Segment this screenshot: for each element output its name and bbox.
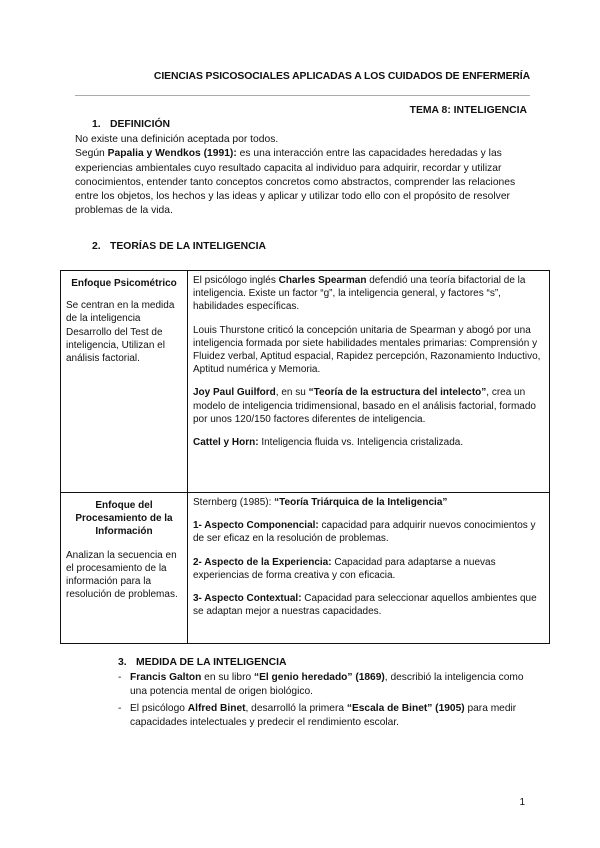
definition-intro: Según xyxy=(75,148,108,160)
galton-mid: en su libro xyxy=(201,672,254,683)
galton-book: “El genio heredado” (1869) xyxy=(254,672,385,683)
cattel-horn-text: Inteligencia fluida vs. Inteligencia cristalizada. xyxy=(258,437,464,449)
section-2-title: TEORÍAS DE LA INTELIGENCIA xyxy=(110,241,267,252)
guilford-name: Joy Paul Guilford xyxy=(193,387,276,399)
table-row xyxy=(61,271,550,493)
section-2-number: 2. xyxy=(92,241,101,252)
cattel-horn-paragraph xyxy=(193,436,544,449)
aspect-experience xyxy=(193,556,544,582)
sternberg-pre: Sternberg (1985): xyxy=(193,497,275,508)
section-1-number: 1. xyxy=(92,119,101,130)
section-1-body xyxy=(75,133,535,219)
course-title: CIENCIAS PSICOSOCIALES APLICADAS A LOS CUIDADOS DE ENFERMERÍA xyxy=(153,71,530,82)
aspect-3-text: Capacidad para seleccionar aquellos ambientes que se adaptan mejor a nuestras capacidades. xyxy=(193,593,537,618)
binet-book: “Escala de Binet” (1905) xyxy=(346,703,465,714)
aspect-2-text: Capacidad para adaptarse a nuevas experiencias de forma creativa y con eficacia. xyxy=(193,556,496,581)
binet-mid: , desarrolló la primera xyxy=(245,703,347,714)
list-item xyxy=(118,671,528,699)
aspect-2-label: 2- Aspecto de la Experiencia: xyxy=(193,556,332,568)
galton-text: , describió la inteligencia como una potencia mental de origen biológico. xyxy=(130,672,524,697)
header-divider xyxy=(75,95,530,96)
guilford-mid: , en su xyxy=(275,387,309,399)
spearman-paragraph xyxy=(193,274,544,314)
spearman-name: Charles Spearman xyxy=(278,275,367,286)
aspect-3-label: 3- Aspecto Contextual: xyxy=(193,593,302,605)
processing-heading: Enfoque del Procesamiento de la Información xyxy=(75,500,173,538)
guilford-text: , crea un modelo de inteligencia tridimensional, basado en el análisis factorial, formado por unos 120/150 factores diferentes de inteligencia. xyxy=(193,387,536,425)
list-dash: - xyxy=(118,703,122,714)
measure-list xyxy=(118,671,528,733)
thurstone-paragraph: Louis Thurstone criticó la concepción unitaria de Spearman y abogó por una inteligencia formada por siete habilidades mentales primarias: Comprensión y Fluidez verbal, Aptitud espacial, Rapidez percepción, Razonamiento Inductivo, Aptitud numérica y Memoria. xyxy=(193,324,541,376)
list-dash: - xyxy=(118,672,122,683)
section-1-heading xyxy=(92,119,170,130)
definition-paragraph xyxy=(75,147,535,218)
guilford-theory: “Teoría de la estructura del intelecto” xyxy=(308,387,487,399)
psychometric-right-cell xyxy=(188,271,550,493)
psychometric-description: Se centran en la medida de la inteligencia Desarrollo del Test de inteligencia, Utilizan el análisis factorial. xyxy=(66,300,175,365)
binet-text: para medir capacidades intelectuales y predecir el rendimiento escolar. xyxy=(130,703,517,728)
processing-right-cell xyxy=(188,493,550,644)
binet-name: Alfred Binet xyxy=(187,703,246,714)
aspect-contextual xyxy=(193,592,544,618)
section-3-heading xyxy=(118,657,286,668)
processing-left-cell xyxy=(61,493,188,644)
binet-pre: El psicólogo xyxy=(130,703,188,714)
list-item xyxy=(118,702,528,730)
topic-title: TEMA 8: INTELIGENCIA xyxy=(409,105,527,116)
definition-text: es una interacción entre las capacidades heredadas y las experiencias ambientales cuyo resultado capacita al individuo para adquirir, recordar y utilizar conocimientos, entender tanto conceptos concretos como abstractos, comprender las relaciones entre los objetos, los hechos y las ideas y aplicar y utilizar todo ello con el propósito de resolver problemas de la vida. xyxy=(75,148,516,217)
guilford-paragraph xyxy=(193,386,544,426)
galton-name: Francis Galton xyxy=(130,672,202,683)
processing-description: Analizan la secuencia en el procesamiento de la información para la resolución de problemas. xyxy=(66,549,178,601)
definition-lead: No existe una definición aceptada por todos. xyxy=(75,134,279,145)
definition-authors: Papalia y Wendkos (1991): xyxy=(107,148,237,160)
page-number: 1 xyxy=(519,797,525,808)
section-2-heading xyxy=(92,241,266,252)
section-3-number: 3. xyxy=(118,657,127,668)
sternberg-intro xyxy=(193,496,544,509)
section-3-title: MEDIDA DE LA INTELIGENCIA xyxy=(136,657,287,668)
theories-table xyxy=(60,270,550,644)
spearman-pre: El psicólogo inglés xyxy=(193,275,279,286)
aspect-componential xyxy=(193,519,544,545)
aspect-1-label: 1- Aspecto Componencial: xyxy=(193,520,319,532)
table-row xyxy=(61,493,550,644)
section-1-title: DEFINICIÓN xyxy=(110,119,171,130)
psychometric-left-cell xyxy=(61,271,188,493)
sternberg-theory: “Teoría Triárquica de la Inteligencia” xyxy=(274,497,448,508)
spearman-text: defendió una teoría bifactorial de la inteligencia. Existe un factor “g”, la inteligencia general, y factores “s”, habilidades específicas. xyxy=(193,275,526,313)
aspect-1-text: capacidad para adquirir nuevos conocimientos y de ser eficaz en la resolución de problemas. xyxy=(193,520,536,545)
psychometric-heading: Enfoque Psicométrico xyxy=(71,278,177,289)
cattel-horn-name: Cattel y Horn: xyxy=(193,437,259,449)
